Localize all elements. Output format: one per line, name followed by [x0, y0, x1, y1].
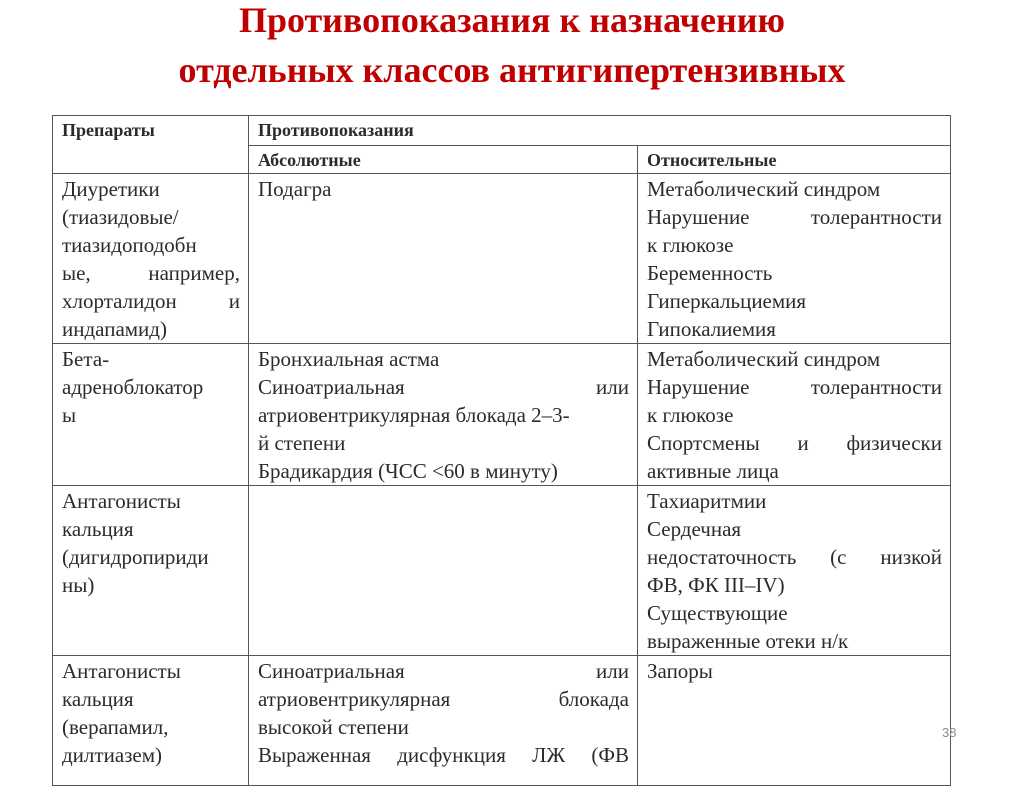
relative-line: Существующие: [647, 601, 788, 625]
drug-line: ы: [62, 403, 77, 427]
header-absolute: Абсолютные: [249, 146, 638, 174]
relative-line: недостаточность (с низкой: [647, 545, 942, 569]
title-line-1: Противопоказания к назначению: [238, 0, 786, 40]
drug-line: Антагонисты: [62, 659, 181, 683]
relative-line: к глюкозе: [647, 403, 734, 427]
relative-line: Спортсмены и физически: [647, 431, 942, 455]
relative-line: Гипокалиемия: [647, 317, 776, 341]
absolute-line: й степени: [258, 431, 346, 455]
contraindications-table: [52, 115, 951, 786]
relative-line: Нарушение толерантности: [647, 205, 942, 229]
relative-line: Нарушение толерантности: [647, 375, 942, 399]
relative-line: к глюкозе: [647, 233, 734, 257]
drug-line: дилтиазем): [62, 743, 163, 767]
relative-cell: [638, 174, 951, 344]
drug-cell: [53, 486, 249, 656]
drug-line: (дигидропириди: [62, 545, 209, 569]
drug-line: адреноблокатор: [62, 375, 204, 399]
drug-line: (верапамил,: [62, 715, 169, 739]
relative-line: выраженные отеки н/к: [647, 629, 849, 653]
absolute-line: Выраженная дисфункция ЛЖ (ФВ: [258, 743, 629, 767]
relative-line: Запоры: [647, 659, 713, 683]
drug-line: индапамид): [62, 317, 167, 341]
absolute-line: атриовентрикулярная блокада 2–3-: [258, 403, 570, 427]
absolute-cell: [249, 486, 638, 656]
header-drugs: Препараты: [53, 116, 249, 174]
drug-line: (тиазидовые/: [62, 205, 179, 229]
relative-line: Беременность: [647, 261, 773, 285]
page-number: 38: [942, 725, 957, 740]
absolute-line: Брадикардия (ЧСС <60 в минуту): [258, 459, 558, 483]
absolute-cell: [249, 174, 638, 344]
table-header-row: [53, 116, 951, 146]
drug-line: тиазидоподобн: [62, 233, 197, 257]
header-relative: Относительные: [638, 146, 951, 174]
relative-line: ФВ, ФК III–IV): [647, 573, 785, 597]
drug-line: ны): [62, 573, 95, 597]
absolute-line: высокой степени: [258, 715, 409, 739]
relative-line: Сердечная: [647, 517, 742, 541]
absolute-cell: [249, 344, 638, 486]
relative-line: активные лица: [647, 459, 779, 483]
drug-line: Бета-: [62, 347, 110, 371]
drug-line: Диуретики: [62, 177, 160, 201]
relative-cell: [638, 656, 951, 786]
absolute-line: Синоатриальная или: [258, 375, 629, 399]
table-row: [53, 174, 951, 344]
drug-cell: [53, 656, 249, 786]
table-row: [53, 486, 951, 656]
drug-line: кальция: [62, 517, 134, 541]
relative-line: Гиперкальциемия: [647, 289, 807, 313]
relative-line: Тахиаритмии: [647, 489, 767, 513]
absolute-cell: [249, 656, 638, 786]
drug-cell: [53, 174, 249, 344]
absolute-line: Подагра: [258, 177, 332, 201]
relative-line: Метаболический синдром: [647, 347, 881, 371]
table-row: [53, 656, 951, 786]
absolute-line: атриовентрикулярная блокада: [258, 687, 629, 711]
drug-line: кальция: [62, 687, 134, 711]
header-contraindications: Противопоказания: [249, 116, 951, 146]
absolute-line: Бронхиальная астма: [258, 347, 440, 371]
relative-line: Метаболический синдром: [647, 177, 881, 201]
drug-line: ые, например,: [62, 261, 240, 285]
relative-cell: [638, 486, 951, 656]
drug-line: Антагонисты: [62, 489, 181, 513]
table-row: [53, 344, 951, 486]
slide-title: [0, 0, 1024, 96]
drug-cell: [53, 344, 249, 486]
title-line-2: отдельных классов антигипертензивных: [178, 50, 846, 90]
absolute-line: Синоатриальная или: [258, 659, 629, 683]
relative-cell: [638, 344, 951, 486]
drug-line: хлорталидон и: [62, 289, 240, 313]
